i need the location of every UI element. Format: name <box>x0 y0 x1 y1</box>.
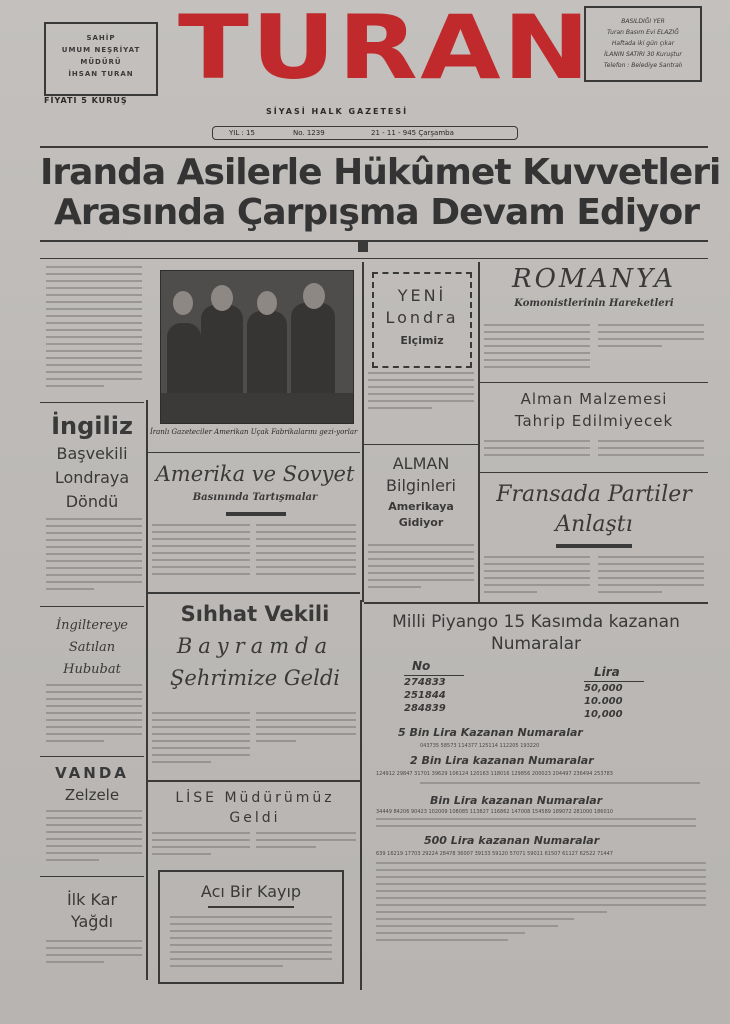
romanya-title: ROMANYA <box>512 264 676 294</box>
vanda-title: VANDA <box>55 764 129 782</box>
article-text <box>256 712 356 747</box>
article-text <box>256 524 356 580</box>
divider <box>364 444 478 445</box>
article-text <box>170 916 332 972</box>
article-text <box>256 832 356 853</box>
owner-line: UMUM NEŞRİYAT <box>61 46 141 54</box>
column-rule <box>362 262 364 602</box>
publisher-line: Telefon : Belediye Santralı <box>603 62 683 69</box>
main-headline-line2: Arasında Çarpışma Devam Ediyor <box>54 192 699 233</box>
publisher-line: Turan Basım Evi ELAZIĞ <box>607 29 679 36</box>
hububat-title: Hububat <box>63 662 121 677</box>
yeni-title: Londra <box>385 308 459 327</box>
owner-line: MÜDÜRÜ <box>80 58 122 66</box>
article-text <box>152 524 250 580</box>
lottery-numbers: 34449 84206 90423 102009 108085 113827 116862 147008 154589 189072 281000 186010 <box>376 809 613 815</box>
amerika-subtitle: Basınında Tartışmalar <box>192 492 318 503</box>
malzeme-title: Tahrip Edilmiyecek <box>514 412 674 430</box>
article-text <box>368 544 474 593</box>
lottery-amount: 10.000 <box>584 696 623 707</box>
newspaper-subtitle: SİYASİ HALK GAZETESİ <box>266 107 409 116</box>
sihhat-title: Sıhhat Vekili <box>180 602 330 626</box>
headline-rule <box>40 240 708 242</box>
divider-bar <box>226 512 286 516</box>
column-rule <box>478 262 480 602</box>
photo-head <box>211 285 233 311</box>
dateline <box>212 126 518 140</box>
lottery-section-title: 2 Bin Lira kazanan Numaralar <box>410 754 594 767</box>
alman-title: Gidiyor <box>398 516 444 529</box>
article-text <box>46 518 142 595</box>
article-text <box>484 556 590 598</box>
romanya-subtitle: Komonistlerinin Hareketleri <box>514 298 674 309</box>
number-row <box>376 818 696 832</box>
vanda-title: Zelzele <box>64 786 120 804</box>
divider <box>480 472 708 473</box>
yeni-title: Elçimiz <box>400 334 444 347</box>
sihhat-title: Bayramda <box>176 634 334 658</box>
hububat-title: Satılan <box>68 640 116 655</box>
number-row <box>376 862 706 946</box>
article-text <box>152 832 250 860</box>
owner-line: İHSAN TURAN <box>68 70 134 78</box>
ingiliz-title: Londraya <box>54 468 130 487</box>
lottery-section-title: Bin Lira kazanan Numaralar <box>430 794 603 807</box>
owner-box <box>44 22 158 96</box>
yeni-elci-box <box>372 272 472 368</box>
article-text <box>46 940 142 968</box>
ingiliz-title: Başvekili <box>56 444 128 463</box>
divider <box>148 452 360 453</box>
lottery-title: Numaralar <box>490 634 581 654</box>
article-text <box>46 810 142 866</box>
fransa-title: Fransada Partiler <box>496 482 692 507</box>
column-rule <box>146 400 148 980</box>
photo-caption: İranlı Gazeteciler Amerikan Uçak Fabrikalarını gezi-yorlar <box>150 428 358 436</box>
lottery-col-header: No <box>412 659 431 673</box>
amerika-title: Amerika ve Sovyet <box>155 462 355 486</box>
article-text <box>598 440 704 461</box>
photo-floor <box>161 393 353 423</box>
divider <box>208 906 294 908</box>
publisher-box <box>584 6 702 82</box>
alman-title: Amerikaya <box>388 500 454 513</box>
lottery-number: 284839 <box>404 703 446 714</box>
ornament-square <box>358 242 368 252</box>
article-text <box>152 712 250 768</box>
lottery-numbers: 639 16219 17703 29224 28478 36007 39133 59120 57071 59011 61507 61127 62522 71447 <box>376 851 613 857</box>
ingiliz-title: İngiliz <box>51 412 133 440</box>
column-top-rule <box>40 258 708 259</box>
lottery-number: 251844 <box>404 690 446 701</box>
article-text <box>598 556 704 598</box>
divider <box>40 876 144 877</box>
newspaper-logo: TURAN <box>178 0 593 99</box>
year-label: YIL : 15 <box>229 129 255 137</box>
article-text <box>46 266 142 392</box>
lottery-col-header: Lira <box>594 665 620 679</box>
publisher-line: İLANIN SATIRI 30 Kuruştur <box>604 51 682 58</box>
divider <box>148 592 360 594</box>
lottery-numbers: 043735 58573 114377 125114 112205 193220 <box>420 743 540 749</box>
number-row <box>420 782 700 789</box>
ilkkar-title: Yağdı <box>70 912 114 931</box>
alman-title: ALMAN <box>392 454 450 473</box>
photo-head <box>303 283 325 309</box>
kayip-box <box>158 870 344 984</box>
divider <box>40 756 144 757</box>
sihhat-title: Şehrimize Geldi <box>170 666 340 690</box>
hububat-title: İngiltereye <box>55 618 128 633</box>
photo-head <box>173 291 193 315</box>
divider <box>40 402 144 403</box>
lottery-amount: 10,000 <box>584 709 623 720</box>
ingiliz-title: Döndü <box>65 492 119 511</box>
lottery-no-column <box>404 660 464 715</box>
lottery-number: 274833 <box>404 677 446 688</box>
kayip-title: Acı Bir Kayıp <box>200 882 302 901</box>
ilkkar-title: İlk Kar <box>66 890 118 909</box>
issue-number: No. 1239 <box>293 129 325 137</box>
divider <box>364 602 708 604</box>
divider <box>40 606 144 607</box>
divider-bar <box>556 544 632 548</box>
yeni-title: YENİ <box>397 286 447 305</box>
lottery-section-title: 5 Bin Lira Kazanan Numaralar <box>398 726 583 739</box>
alman-title: Bilginleri <box>386 476 456 495</box>
photo-head <box>257 291 277 315</box>
issue-date: 21 - 11 - 945 Çarşamba <box>371 129 454 137</box>
price-label: FİYATI 5 KURUŞ <box>44 96 128 105</box>
divider <box>148 780 360 782</box>
lise-title: Geldi <box>229 810 281 826</box>
owner-line: SAHİP <box>86 34 116 42</box>
main-headline-line1: Iranda Asilerle Hükûmet Kuvvetleri <box>40 152 721 193</box>
article-text <box>368 372 474 414</box>
article-text <box>484 324 590 373</box>
news-photo <box>160 270 354 424</box>
masthead-rule <box>40 146 708 148</box>
lottery-amount: 50,000 <box>584 683 623 694</box>
malzeme-title: Alman Malzemesi <box>520 390 668 408</box>
lottery-title: Milli Piyango 15 Kasımda kazanan <box>392 612 680 632</box>
article-text <box>484 440 590 461</box>
divider <box>480 382 708 383</box>
publisher-line: Haftada iki gün çıkar <box>611 40 675 47</box>
publisher-line: BASILDIĞI YER <box>621 18 665 25</box>
lottery-numbers: 124912 29847 31701 39629 106124 120163 118016 129856 200023 204497 236494 253783 <box>376 771 613 777</box>
lottery-lira-column <box>584 666 644 721</box>
fransa-title: Anlaştı <box>555 512 633 537</box>
lottery-section-title: 500 Lira kazanan Numaralar <box>424 834 600 847</box>
article-text <box>598 324 704 352</box>
article-text <box>46 684 142 747</box>
lise-title: LİSE Müdürümüz <box>175 790 335 806</box>
